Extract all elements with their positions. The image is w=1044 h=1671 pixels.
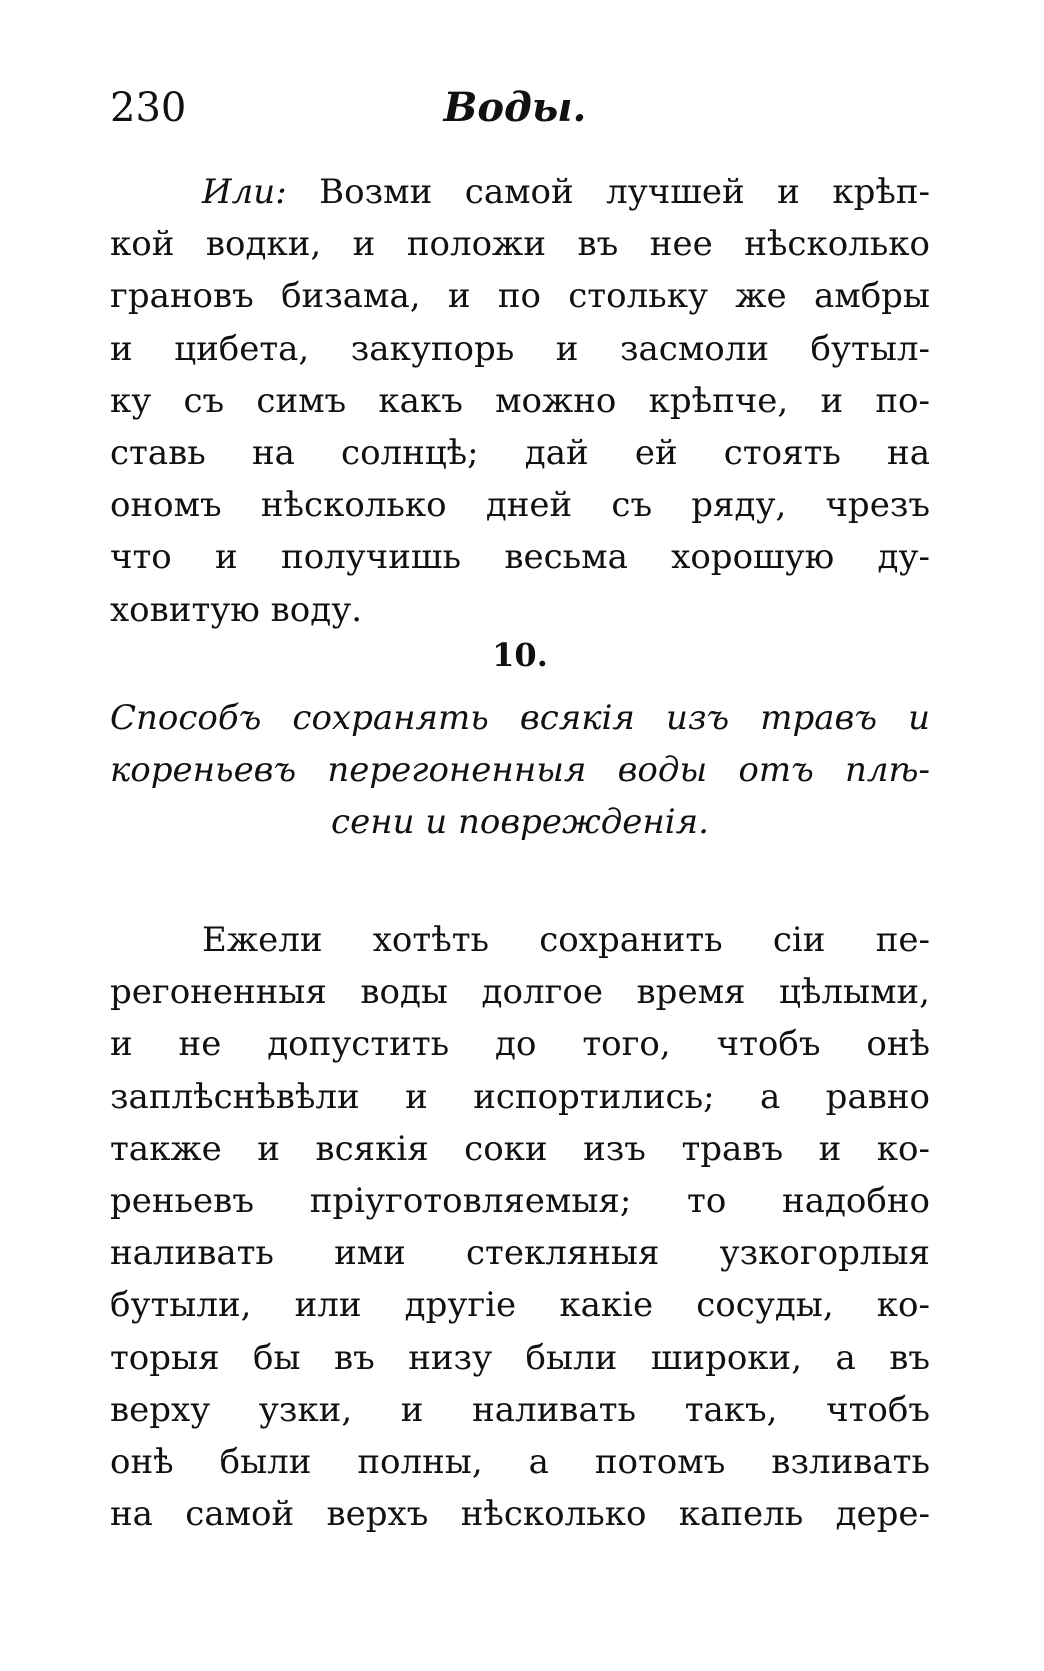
paragraph-line: регоненныя воды долгое время цѣлыми, <box>110 972 930 1013</box>
paragraph-line: бутыли, или другіе какіе сосуды, ко- <box>110 1285 930 1326</box>
paragraph-line: наливать ими стекляныя узкогорлыя <box>110 1233 930 1274</box>
paragraph-line: ку съ симъ какъ можно крѣпче, и по- <box>110 380 930 421</box>
paragraph-line: ономъ нѣсколько дней съ ряду, чрезъ <box>110 485 930 526</box>
heading-line: сени и поврежденія. <box>331 802 709 842</box>
paragraph-line: верху узки, и наливать такъ, чтобъ <box>110 1389 930 1430</box>
paragraph-line <box>110 166 930 218</box>
paragraph-line: торыя бы въ низу были широки, а въ <box>110 1337 930 1378</box>
paragraph-line: онѣ были полны, а потомъ взливать <box>110 1441 930 1482</box>
paragraph-line: и цибета, закупорь и засмоли бутыл- <box>110 328 930 369</box>
paragraph-line: кой водки, и положи въ нее нѣсколько <box>110 224 930 265</box>
running-head <box>100 78 930 138</box>
running-title: Воды. <box>443 84 587 131</box>
heading-line: кореньевъ перегоненныя воды отъ плѣ- <box>110 750 930 790</box>
paragraph-preservation-method <box>110 914 930 1540</box>
paragraph-line: реньевъ пріуготовляемыя; то надобно <box>110 1180 930 1221</box>
paragraph-line: на самой верхъ нѣсколько капель дере- <box>110 1494 930 1535</box>
paragraph-line: что и получишь весьма хорошую ду- <box>110 537 930 578</box>
heading-line: Способъ сохранять всякія изъ травъ и <box>110 698 930 738</box>
paragraph-line: заплѣснѣвѣли и испортились; а равно <box>110 1076 930 1117</box>
paragraph-alternative-recipe <box>110 166 930 636</box>
paragraph-line: также и всякія соки изъ травъ и ко- <box>110 1128 930 1169</box>
page-number: 230 <box>110 85 187 131</box>
lead-word: Или: <box>202 172 287 212</box>
paragraph-line: и не допустить до того, чтобъ онѣ <box>110 1024 930 1065</box>
paragraph-line: ставь на солнцѣ; дай ей стоять на <box>110 432 930 473</box>
paragraph-line: Ежели хотѣть сохранить сіи пе- <box>202 920 930 960</box>
paragraph-line: ховитую воду. <box>110 589 363 630</box>
paragraph-line: грановъ бизама, и по стольку же амбры <box>110 276 930 317</box>
section-heading <box>110 692 930 848</box>
line-text: Возми самой лучшей и крѣп- <box>286 172 930 212</box>
section-number: 10. <box>492 636 548 674</box>
